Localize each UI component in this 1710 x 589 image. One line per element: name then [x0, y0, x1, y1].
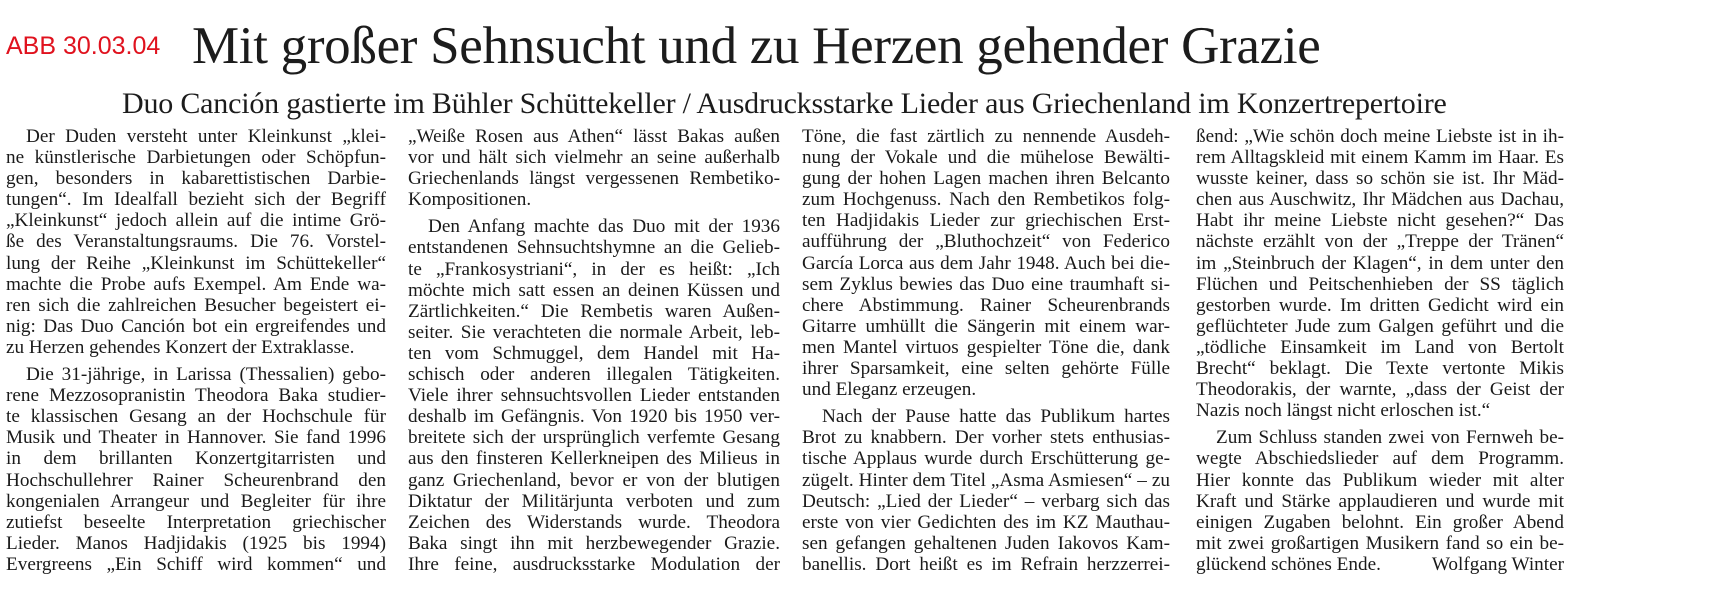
- article-column-4: [1196, 126, 1564, 575]
- text-line: Theodorakis, der warnte, „dass der Geist der: [1196, 379, 1564, 401]
- text-line: Kompositionen.: [408, 189, 532, 211]
- text-line: ße des Veranstaltungsraums. Die 76. Vorstel-: [6, 231, 386, 253]
- text-line: Hier konnte das Publikum wieder mit alter: [1196, 469, 1564, 491]
- text-line: einigen Zugaben belohnt. Ein großer Abend: [1196, 511, 1564, 533]
- text-line: breitete sich der ursprünglich verfemte Gesang: [408, 427, 780, 449]
- text-line: kongenialen Arrangeur und Begleiter für ihre: [6, 490, 386, 512]
- article-headline: Mit großer Sehnsucht und zu Herzen gehender Grazie: [192, 17, 1321, 75]
- text-line: Brot zu knabbern. Der vorher stets enthusias-: [802, 427, 1170, 449]
- text-line: Kraft und Stärke applaudieren und wurde mit: [1196, 490, 1564, 512]
- text-line: Der Duden versteht unter Kleinkunst „klei-: [26, 126, 386, 147]
- text-line: seiter. Sie verachteten die normale Arbeit, leb-: [408, 321, 780, 343]
- text-line: Brecht“ beklagt. Die Texte vertonte Mikis: [1196, 358, 1564, 380]
- text-line: Gitarre umhüllt die Sängerin mit einem war-: [802, 315, 1170, 337]
- text-line: glückend schönes Ende.: [1196, 553, 1381, 575]
- text-line: chen aus Auschwitz, Ihr Mädchen aus Dachau,: [1196, 189, 1564, 211]
- text-line: zum Hochgenuss. Nach den Rembetikos folg-: [802, 189, 1170, 211]
- text-line: deshalb im Gefängnis. Von 1920 bis 1950 ver-: [408, 406, 780, 428]
- text-line: „tödliche Einsamkeit im Land von Bertolt: [1196, 336, 1564, 358]
- text-line: erste von vier Gedichten des im KZ Mauthau-: [802, 511, 1170, 533]
- text-line: Griechenlands längst vergessenen Rembetiko-: [408, 168, 780, 190]
- text-line: Diktatur der Militärjunta verboten und zum: [408, 490, 780, 512]
- text-line: te „Frankosystriani“, in der es heißt: „Ich: [408, 258, 780, 280]
- text-line: chere Abstimmung. Rainer Scheurenbrands: [802, 294, 1170, 316]
- text-line: ßend: „Wie schön doch meine Liebste ist in ih-: [1196, 126, 1564, 147]
- text-line: Evergreens „Ein Schiff wird kommen“ und: [6, 553, 386, 575]
- text-line: ten Hadjidakis Lieder zur griechischen Erst-: [802, 210, 1170, 232]
- article-column-2: [408, 126, 780, 575]
- text-line: Zeichen des Widerstands wurde. Theodora: [408, 511, 780, 533]
- text-line: Flüchen und Peitschenhieben der SS täglich: [1196, 273, 1564, 295]
- text-line: Hochschullehrer Rainer Scheurenbrand den: [6, 469, 386, 491]
- text-line: möchte mich satt essen an deinen Küssen und: [408, 279, 780, 301]
- text-line: ne künstlerische Darbietungen oder Schöpfun-: [6, 147, 386, 169]
- text-line: Nach der Pause hatte das Publikum hartes: [822, 406, 1170, 428]
- text-line: aufführung der „Bluthochzeit“ von Federico: [802, 231, 1170, 253]
- text-line: rem Alltagskleid mit einem Kamm im Haar. Es: [1196, 147, 1564, 169]
- text-line: rene Mezzosopranistin Theodora Baka studier-: [6, 385, 386, 407]
- text-line: banellis. Dort heißt es im Refrain herzzerrei-: [802, 553, 1170, 575]
- text-line: Musik und Theater in Hannover. Sie fand 1996: [6, 427, 386, 449]
- text-line: te klassischen Gesang an der Hochschule für: [6, 406, 386, 428]
- text-line: geflüchteter Jude zum Galgen geführt und die: [1196, 315, 1564, 337]
- text-line: men Mantel virtuos gespielter Töne die, dank: [802, 336, 1170, 358]
- text-line: Zärtlichkeiten.“ Die Rembetis waren Außen-: [408, 300, 780, 322]
- text-line: tische Applaus wurde durch Erschütterung ge-: [802, 448, 1170, 470]
- text-line: Habt ihr meine Liebste nicht gesehen?“ Das: [1196, 210, 1564, 232]
- text-line: Töne, die fast zärtlich zu nennende Ausdeh-: [802, 126, 1170, 147]
- text-line: Die 31-jährige, in Larissa (Thessalien) gebo-: [26, 364, 386, 386]
- text-line: wegte Abschiedslieder auf dem Programm.: [1196, 448, 1564, 470]
- text-line: in dem brillanten Konzertgitarristen und: [6, 448, 386, 470]
- text-line: aus den finsteren Kellerkneipen des Milieus in: [408, 448, 780, 470]
- text-line: nig: Das Duo Canción bot ein ergreifendes und: [6, 315, 386, 337]
- text-line: Viele ihrer sehnsuchtsvollen Lieder entstanden: [408, 385, 780, 407]
- text-line: „Weiße Rosen aus Athen“ lässt Bakas außen: [408, 126, 780, 147]
- article-subheadline: Duo Canción gastierte im Bühler Schüttekeller / Ausdrucksstarke Lieder aus Griechenland im Konzertrepertoire: [122, 87, 1447, 120]
- text-line: sem Zyklus bewies das Duo eine traumhaft si-: [802, 273, 1170, 295]
- text-line: gung der hohen Lagen machen ihren Belcanto: [802, 168, 1170, 190]
- text-line: sen gefangen gehaltenen Juden Iakovos Kam-: [802, 532, 1170, 554]
- text-line: wusste keiner, dass so schön sie ist. Ihr Mäd-: [1196, 168, 1564, 190]
- text-line: Baka singt ihn mit herzbewegender Grazie.: [408, 532, 780, 554]
- text-line: Ihre feine, ausdrucksstarke Modulation der: [408, 553, 780, 575]
- text-line: und Eleganz erzeugen.: [802, 379, 977, 401]
- text-line: Lieder. Manos Hadjidakis (1925 bis 1994): [6, 532, 386, 554]
- text-line: entstandenen Sehnsuchtshymne an die Gelieb-: [408, 237, 780, 259]
- text-line: nächste erzählt von der „Treppe der Tränen“: [1196, 231, 1564, 253]
- text-line: im „Steinbruch der Klagen“, in dem unter den: [1196, 252, 1564, 274]
- text-line: lung der Reihe „Kleinkunst im Schüttekeller“: [6, 252, 386, 274]
- text-line: Den Anfang machte das Duo mit der 1936: [428, 216, 780, 238]
- text-line: Nazis noch längst nicht erloschen ist.“: [1196, 400, 1491, 422]
- text-line: vor und hält sich vielmehr an seine außerhalb: [408, 147, 780, 169]
- text-line: García Lorca aus dem Jahr 1948. Auch bei die-: [802, 252, 1170, 274]
- text-line: ten vom Schmuggel, dem Handel mit Ha-: [408, 342, 780, 364]
- text-line: gen, besonders in kabarettistischen Darbie-: [6, 168, 386, 190]
- article-column-1: [6, 126, 386, 575]
- text-line: Deutsch: „Lied der Lieder“ – verbarg sich das: [802, 490, 1170, 512]
- text-line: zügelt. Hinter dem Titel „Asma Asmiesen“ – zu: [802, 469, 1170, 491]
- text-line: ganz Griechenland, bevor er von der blutigen: [408, 469, 780, 491]
- text-line: tungen“. Im Idealfall bezieht sich der Begriff: [6, 189, 386, 211]
- text-line: nung der Vokale und die mühelose Bewälti-: [802, 147, 1170, 169]
- author-signature: Wolfgang Winter: [1431, 553, 1564, 575]
- text-line: Zum Schluss standen zwei von Fernweh be-: [1216, 427, 1564, 449]
- article-column-3: [802, 126, 1170, 575]
- text-line: schisch oder anderen illegalen Tätigkeiten.: [408, 364, 780, 386]
- text-line: machte die Probe aufs Exempel. Am Ende wa-: [6, 273, 386, 295]
- text-line: gestorben wurde. Im dritten Gedicht wird ein: [1196, 294, 1564, 316]
- text-line: zu Herzen gehendes Konzert der Extraklasse.: [6, 336, 355, 358]
- text-line: ihrer Sparsamkeit, eine selten gehörte Fülle: [802, 358, 1170, 380]
- text-line: ren sich die zahlreichen Besucher begeistert ei-: [6, 294, 386, 316]
- archive-date-stamp: ABB 30.03.04: [6, 32, 161, 60]
- text-line: mit zwei großartigen Musikern fand so ein be-: [1196, 532, 1564, 554]
- text-line: zutiefst beseelte Interpretation griechischer: [6, 511, 386, 533]
- text-line: „Kleinkunst“ jedoch allein auf die intime Grö-: [6, 210, 386, 232]
